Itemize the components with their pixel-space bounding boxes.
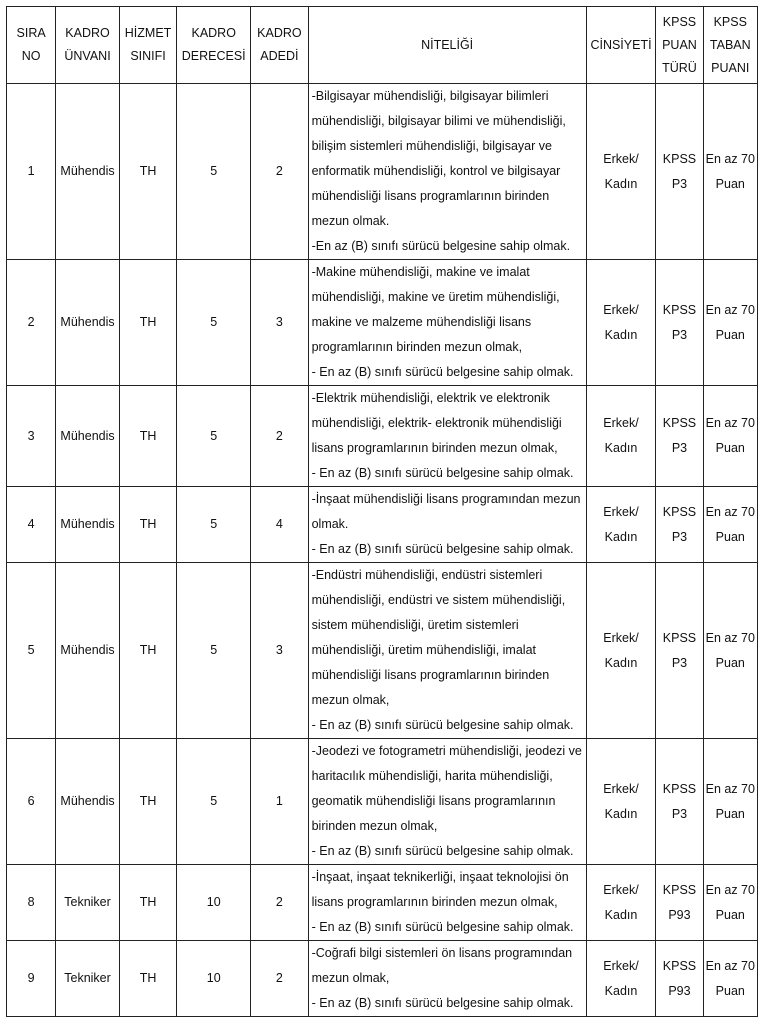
cell-niteligi-line: mezun olmak, — [311, 971, 390, 985]
cell-hizmet-sinifi: TH — [119, 865, 176, 941]
cell-niteligi — [308, 941, 586, 1017]
cell-cinsiyeti-line: Erkek/ — [603, 781, 639, 796]
cell-cinsiyeti-line: Erkek/ — [603, 302, 639, 317]
cell-niteligi — [308, 563, 586, 739]
cell-niteligi — [308, 739, 586, 865]
cell-kpss-puan-turu-line: KPSS — [662, 958, 697, 973]
cell-kpss-puan-turu-line: P3 — [671, 655, 688, 670]
cell-niteligi-line: - En az (B) sınıfı sürücü belgesine sahip olmak. — [311, 920, 574, 934]
cell-kpss-puan-turu-line: KPSS — [662, 630, 697, 645]
cell-cinsiyeti-line: Erkek/ — [603, 882, 639, 897]
cell-kadro-derecesi: 5 — [177, 563, 251, 739]
cell-hizmet-sinifi: TH — [119, 563, 176, 739]
cell-cinsiyeti-line: Kadın — [604, 983, 638, 998]
cell-kpss-puan-turu — [656, 563, 703, 739]
cell-niteligi-line: - En az (B) sınıfı sürücü belgesine sahip olmak. — [311, 365, 574, 379]
cell-kpss-puan-turu-line: KPSS — [662, 151, 697, 166]
cell-niteligi — [308, 865, 586, 941]
cell-cinsiyeti — [586, 487, 656, 563]
cell-hizmet-sinifi: TH — [119, 386, 176, 487]
cell-kpss-puan-turu — [656, 84, 703, 260]
cell-kpss-taban-puani-line: Puan — [715, 983, 745, 998]
cell-niteligi-line: sistem mühendisliği, üretim sistemleri — [311, 618, 519, 632]
cell-kpss-puan-turu-line: P3 — [671, 806, 688, 821]
cell-hizmet-sinifi: TH — [119, 739, 176, 865]
cell-kadro-unvani: Mühendis — [56, 487, 120, 563]
table-row — [7, 739, 758, 865]
table-row — [7, 84, 758, 260]
cell-kpss-puan-turu — [656, 865, 703, 941]
cell-kpss-taban-puani-line: En az 70 — [705, 302, 755, 317]
cell-niteligi-line: - En az (B) sınıfı sürücü belgesine sahip olmak. — [311, 466, 574, 480]
cell-kpss-puan-turu — [656, 260, 703, 386]
cell-kadro-derecesi: 5 — [177, 739, 251, 865]
header-sira-no: SIRA NO — [7, 7, 56, 84]
cell-hizmet-sinifi: TH — [119, 941, 176, 1017]
cell-hizmet-sinifi: TH — [119, 84, 176, 260]
cell-niteligi-line: haritacılık mühendisliği, harita mühendisliği, — [311, 769, 553, 783]
cell-kpss-taban-puani-line: En az 70 — [705, 630, 755, 645]
cell-kpss-puan-turu-line: KPSS — [662, 302, 697, 317]
cell-kadro-derecesi: 5 — [177, 260, 251, 386]
cell-niteligi-line: - En az (B) sınıfı sürücü belgesine sahip olmak. — [311, 542, 574, 556]
header-kpss-puan-turu: KPSS PUAN TÜRÜ — [656, 7, 703, 84]
cell-kpss-taban-puani-line: En az 70 — [705, 958, 755, 973]
cell-cinsiyeti-line: Kadın — [604, 907, 638, 922]
cell-cinsiyeti-line: Kadın — [604, 529, 638, 544]
cell-niteligi-line: olmak. — [311, 517, 349, 531]
cell-niteligi-line: mühendisliği lisans programlarının birinden — [311, 189, 550, 203]
cell-kpss-puan-turu-line: P3 — [671, 327, 688, 342]
cell-cinsiyeti-line: Erkek/ — [603, 151, 639, 166]
cell-niteligi-line: - En az (B) sınıfı sürücü belgesine sahip olmak. — [311, 718, 574, 732]
table-row — [7, 260, 758, 386]
cell-kpss-taban-puani — [703, 865, 757, 941]
cell-kadro-unvani: Mühendis — [56, 563, 120, 739]
cell-kpss-taban-puani — [703, 487, 757, 563]
cell-kpss-puan-turu-line: KPSS — [662, 781, 697, 796]
cell-kadro-unvani: Tekniker — [56, 865, 120, 941]
cell-cinsiyeti-line: Kadın — [604, 806, 638, 821]
header-kadro-unvani: KADRO ÜNVANI — [56, 7, 120, 84]
header-cinsiyeti: CİNSİYETİ — [586, 7, 656, 84]
cell-kpss-taban-puani — [703, 386, 757, 487]
cell-niteligi-line: -Bilgisayar mühendisliği, bilgisayar bilimleri — [311, 89, 549, 103]
cell-kpss-puan-turu-line: P93 — [668, 983, 691, 998]
cell-cinsiyeti — [586, 84, 656, 260]
header-kadro-derecesi: KADRO DERECESİ — [177, 7, 251, 84]
cell-kadro-adedi: 2 — [251, 865, 308, 941]
cell-cinsiyeti — [586, 941, 656, 1017]
cell-niteligi — [308, 260, 586, 386]
cell-sira-no: 9 — [7, 941, 56, 1017]
cell-niteligi-line: programlarının birinden mezun olmak, — [311, 340, 523, 354]
cell-niteligi-line: -Coğrafi bilgi sistemleri ön lisans programından — [311, 946, 573, 960]
cell-kpss-taban-puani — [703, 260, 757, 386]
cell-cinsiyeti-line: Erkek/ — [603, 504, 639, 519]
cell-kpss-taban-puani-line: Puan — [715, 529, 745, 544]
kadro-table — [6, 6, 758, 1017]
cell-sira-no: 5 — [7, 563, 56, 739]
cell-kpss-puan-turu — [656, 941, 703, 1017]
cell-kpss-taban-puani-line: Puan — [715, 806, 745, 821]
table-row — [7, 941, 758, 1017]
cell-cinsiyeti-line: Erkek/ — [603, 958, 639, 973]
cell-kpss-puan-turu-line: KPSS — [662, 416, 697, 430]
cell-sira-no: 4 — [7, 487, 56, 563]
cell-niteligi-line: - En az (B) sınıfı sürücü belgesine sahip olmak. — [311, 996, 574, 1010]
cell-kpss-puan-turu — [656, 487, 703, 563]
cell-kpss-taban-puani-line: Puan — [715, 176, 745, 191]
cell-niteligi-line: bilişim sistemleri mühendisliği, bilgisayar ve — [311, 139, 552, 153]
cell-kpss-puan-turu-line: P93 — [668, 907, 691, 922]
cell-cinsiyeti-line: Erkek/ — [603, 416, 639, 430]
cell-kpss-taban-puani — [703, 563, 757, 739]
cell-kadro-adedi: 3 — [251, 260, 308, 386]
cell-niteligi-line: -Makine mühendisliği, makine ve imalat — [311, 265, 530, 279]
cell-niteligi-line: birinden mezun olmak, — [311, 819, 438, 833]
table-row — [7, 563, 758, 739]
cell-kpss-taban-puani-line: Puan — [715, 907, 745, 922]
cell-kadro-derecesi: 10 — [177, 865, 251, 941]
cell-niteligi-line: lisans programlarının birinden mezun olmak, — [311, 441, 558, 455]
header-hizmet-sinifi: HİZMET SINIFI — [119, 7, 176, 84]
cell-kpss-taban-puani — [703, 941, 757, 1017]
cell-sira-no: 1 — [7, 84, 56, 260]
cell-niteligi — [308, 84, 586, 260]
cell-kadro-derecesi: 10 — [177, 941, 251, 1017]
cell-kadro-unvani: Mühendis — [56, 739, 120, 865]
cell-hizmet-sinifi: TH — [119, 260, 176, 386]
cell-niteligi-line: -İnşaat mühendisliği lisans programından mezun — [311, 492, 581, 506]
cell-kadro-adedi: 2 — [251, 386, 308, 487]
cell-kpss-taban-puani-line: Puan — [715, 327, 745, 342]
cell-kpss-taban-puani-line: Puan — [715, 441, 745, 455]
table-row — [7, 487, 758, 563]
cell-niteligi-line: mezun olmak, — [311, 693, 390, 707]
cell-hizmet-sinifi: TH — [119, 487, 176, 563]
cell-kpss-taban-puani-line: En az 70 — [705, 882, 755, 897]
cell-niteligi-line: - En az (B) sınıfı sürücü belgesine sahip olmak. — [311, 844, 574, 858]
cell-kpss-puan-turu-line: KPSS — [662, 882, 697, 897]
cell-kpss-puan-turu — [656, 739, 703, 865]
cell-kpss-taban-puani — [703, 84, 757, 260]
cell-cinsiyeti-line: Erkek/ — [603, 630, 639, 645]
cell-niteligi-line: makine ve malzeme mühendisliği lisans — [311, 315, 532, 329]
cell-cinsiyeti — [586, 739, 656, 865]
cell-cinsiyeti — [586, 865, 656, 941]
cell-sira-no: 6 — [7, 739, 56, 865]
cell-niteligi-line: -Endüstri mühendisliği, endüstri sistemleri — [311, 568, 543, 582]
cell-kadro-adedi: 1 — [251, 739, 308, 865]
cell-cinsiyeti-line: Kadın — [604, 441, 638, 455]
cell-kadro-adedi: 3 — [251, 563, 308, 739]
cell-niteligi — [308, 487, 586, 563]
cell-sira-no: 8 — [7, 865, 56, 941]
cell-niteligi-line: mühendisliği, endüstri ve sistem mühendisliği, — [311, 593, 566, 607]
cell-cinsiyeti — [586, 260, 656, 386]
cell-cinsiyeti — [586, 386, 656, 487]
cell-cinsiyeti-line: Kadın — [604, 176, 638, 191]
cell-sira-no: 2 — [7, 260, 56, 386]
cell-kadro-unvani: Mühendis — [56, 260, 120, 386]
cell-niteligi-line: -İnşaat, inşaat teknikerliği, inşaat teknolojisi ön — [311, 870, 569, 884]
cell-kpss-taban-puani-line: En az 70 — [705, 504, 755, 519]
cell-kadro-unvani: Mühendis — [56, 386, 120, 487]
table-row — [7, 386, 758, 487]
cell-kadro-adedi: 2 — [251, 84, 308, 260]
cell-kadro-adedi: 2 — [251, 941, 308, 1017]
header-niteligi: NİTELİĞİ — [308, 7, 586, 84]
cell-kpss-taban-puani-line: Puan — [715, 655, 745, 670]
cell-niteligi-line: mühendisliği, üretim mühendisliği, imalat — [311, 643, 536, 657]
header-row — [7, 7, 758, 84]
cell-niteligi — [308, 386, 586, 487]
cell-niteligi-line: enformatik mühendisliği, kontrol ve bilgisayar — [311, 164, 561, 178]
header-kadro-adedi: KADRO ADEDİ — [251, 7, 308, 84]
cell-niteligi-line: mühendisliği, makine ve üretim mühendisliği, — [311, 290, 560, 304]
cell-kpss-puan-turu-line: P3 — [671, 176, 688, 191]
cell-niteligi-line: geomatik mühendisliği lisans programlarının — [311, 794, 556, 808]
cell-niteligi-line: -Elektrik mühendisliği, elektrik ve elektronik — [311, 391, 550, 405]
cell-niteligi-line: mezun olmak. — [311, 214, 390, 228]
cell-niteligi-line: mühendisliği lisans programlarının birinden — [311, 668, 550, 682]
cell-kpss-taban-puani — [703, 739, 757, 865]
cell-niteligi-line: mühendisliği, bilgisayar bilimi ve mühendisliği, — [311, 114, 566, 128]
cell-cinsiyeti — [586, 563, 656, 739]
cell-niteligi-line: -Jeodezi ve fotogrametri mühendisliği, jeodezi ve — [311, 744, 582, 758]
cell-sira-no: 3 — [7, 386, 56, 487]
cell-kadro-adedi: 4 — [251, 487, 308, 563]
cell-kpss-taban-puani-line: En az 70 — [705, 781, 755, 796]
cell-kadro-unvani: Mühendis — [56, 84, 120, 260]
cell-kadro-derecesi: 5 — [177, 487, 251, 563]
cell-niteligi-line: lisans programlarının birinden mezun olmak, — [311, 895, 558, 909]
cell-kpss-taban-puani-line: En az 70 — [705, 416, 755, 430]
cell-kpss-puan-turu-line: P3 — [671, 529, 688, 544]
cell-niteligi-line: -En az (B) sınıfı sürücü belgesine sahip olmak. — [311, 239, 571, 253]
cell-kpss-puan-turu — [656, 386, 703, 487]
cell-kpss-puan-turu-line: P3 — [671, 441, 688, 455]
cell-cinsiyeti-line: Kadın — [604, 327, 638, 342]
cell-kpss-puan-turu-line: KPSS — [662, 504, 697, 519]
cell-kadro-unvani: Tekniker — [56, 941, 120, 1017]
cell-cinsiyeti-line: Kadın — [604, 655, 638, 670]
cell-kpss-taban-puani-line: En az 70 — [705, 151, 755, 166]
table-row — [7, 865, 758, 941]
cell-kadro-derecesi: 5 — [177, 386, 251, 487]
header-kpss-taban-puani: KPSS TABAN PUANI — [703, 7, 757, 84]
cell-niteligi-line: mühendisliği, elektrik- elektronik mühendisliği — [311, 416, 562, 430]
cell-kadro-derecesi: 5 — [177, 84, 251, 260]
